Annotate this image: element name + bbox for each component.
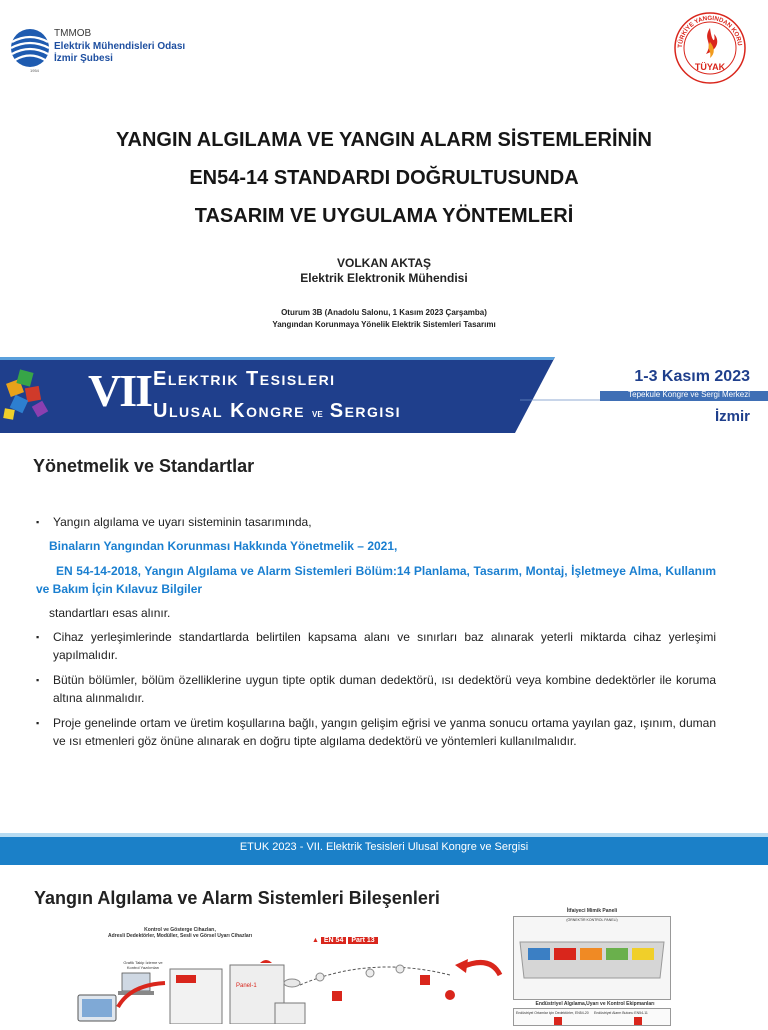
emo-line1: TMMOB [54,28,92,39]
mimic-panel-subtitle: (ÖRNEKTİR KONTROL PANELİ) [566,918,618,922]
bullet-dot: ▪ [36,675,40,685]
bullet-dot: ▪ [36,718,40,728]
banner-roman: VII [88,365,152,416]
sounder-icon [332,991,342,1001]
bullet-4-text: Proje genelinde ortam ve üretim koşullarına bağlı, yangın gelişim eğrisi ve yanma sonucu ortama yayılan gaz, ışınım, duman ve ısı etmenleri göz önüne alınarak en doğru tipte algılama dedektörü ve yöntemleri kullanılmalıdır. [53,716,716,748]
bullet-3 [36,671,716,707]
diagram-caption-line1: Kontrol ve Gösterge Cihazları, [144,927,216,933]
emo-logo [10,28,50,74]
title-line3: TASARIM VE UYGULAMA YÖNTEMLERİ [194,205,574,227]
detector-icon [284,979,300,987]
banner-line2-main: Ulusal Kongre [153,400,305,422]
control-panel-3-icon [275,1003,305,1024]
bullet-1-text: Yangın algılama ve uyarı sisteminin tasarımında, [53,515,312,529]
author-name: VOLKAN AKTAŞ [337,256,431,270]
banner-line2 [153,400,401,423]
session-line1: Oturum 3B (Anadolu Salonu, 1 Kasım 2023 Çarşamba) [281,308,487,317]
mimic-panel-title: İtfaiyeci Mimik Paneli [566,908,618,914]
emo-line3: İzmir Şubesi [54,53,113,64]
tuyak-logo-icon [670,8,750,88]
smoke-detectors-icon [316,965,404,981]
reference-regulation: Binaların Yangından Korunması Hakkında Yönetmelik – 2021, [49,539,398,553]
bullet-4 [36,714,716,750]
control-panel-icon [170,969,222,1024]
bullet-3-text: Bütün bölümler, bölüm özelliklerine uygun tipte optik duman dedektörü, ısı dedektörü veya kombine dedektörler ile koruma altına alınmalıdır. [53,673,716,705]
diagram-caption [90,927,270,939]
tuyak-label: TÜYAK [694,62,726,72]
footer-accent [0,833,768,837]
footer-text: ETUK 2023 - VII. Elektrik Tesisleri Ulusal Kongre ve Sergisi [239,841,529,853]
badge-en54: EN 54 [321,937,346,944]
badge-part13: Part 13 [348,937,377,944]
mimic-panel-box [513,908,671,1000]
bullet-dot: ▪ [36,632,40,642]
tuyak-ring-text: TÜRKİYE YANGINDAN KORU [676,14,743,49]
bullet-dot: ▪ [36,517,40,527]
industrial-caption-2: Endüstriyel Alarm Butonu EN54-11 [594,1011,648,1015]
title-line2: EN54-14 STANDARDI DOĞRULTUSUNDA [189,167,579,189]
bullet-2-text: Cihaz yerleşimlerinde standartlarda belirtilen kapsama alanı ve sınırları baz alınarak yeterli miktarda cihaz yerleşimi yapılmalıdır. [53,630,716,662]
session-line2: Yangından Korunmaya Yönelik Elektrik Sistemleri Tasarımı [272,320,496,329]
after-references: standartları esas alınır. [49,606,171,620]
reference-en54-14: EN 54-14-2018, Yangın Algılama ve Alarm Sistemleri Bölüm:14 Planlama, Tasarım, Montaj, İşletmeye Alma, Kullanım ve Bakım İçin Kılavuz Bilgiler [36,564,716,596]
banner-line2-end: Sergisi [329,400,402,422]
slide2-title: Yönetmelik ve Standartlar [33,456,255,476]
banner-line1: Elektrik Tesisleri [153,368,336,390]
en54-badges [312,937,378,944]
siren-icon [260,960,272,963]
banner-date: 1-3 Kasım 2023 [634,368,750,385]
monitor-caption: Grafik Takip İzleme ve Kontrol Yazılımları [123,960,163,970]
panel-label: Panel-1 [236,983,257,989]
floor-plan-blocks [528,948,654,960]
tuyak-logo [670,8,750,88]
emo-logo-small: 1954 [30,68,39,73]
industrial-box [513,1008,671,1026]
industrial-title: Endüstriyel Algılama,Uyarı ve Kontrol Ekipmanları [535,1001,655,1007]
red-arrow-2-icon [462,963,500,976]
slide3-title: Yangın Algılama ve Alarm Sistemleri Bileşenleri [34,888,440,908]
bullet-2 [36,628,716,664]
banner-city: İzmir [714,408,750,425]
title-line1: YANGIN ALGILAMA VE YANGIN ALARM SİSTEMLERİNİN [116,129,652,151]
bullet-1 [36,513,716,531]
manual-call-point-icon [420,975,430,985]
emo-line2: Elektrik Mühendisleri Odası [54,40,186,52]
diagram-caption-line2: Adresli Dedektörler, Modüller, Sesli ve Görsel Uyarı Cihazları [108,933,252,939]
beacon-icon [445,990,455,1000]
emo-text [54,28,185,66]
author-role: Elektrik Elektronik Mühendisi [300,271,468,285]
banner-venue: Tepekule Kongre ve Sergi Merkezi [628,390,750,399]
mimic-panel-graphic [514,922,670,992]
monitor-icon [78,995,116,1021]
system-diagram [70,955,510,1024]
banner-line2-ve: ve [312,406,323,420]
thumbs-up-icon: ▲ [312,937,319,944]
industrial-caption-1: Endüstriyel Ortamlar için Dedektörler, EN54-20 [516,1011,589,1015]
